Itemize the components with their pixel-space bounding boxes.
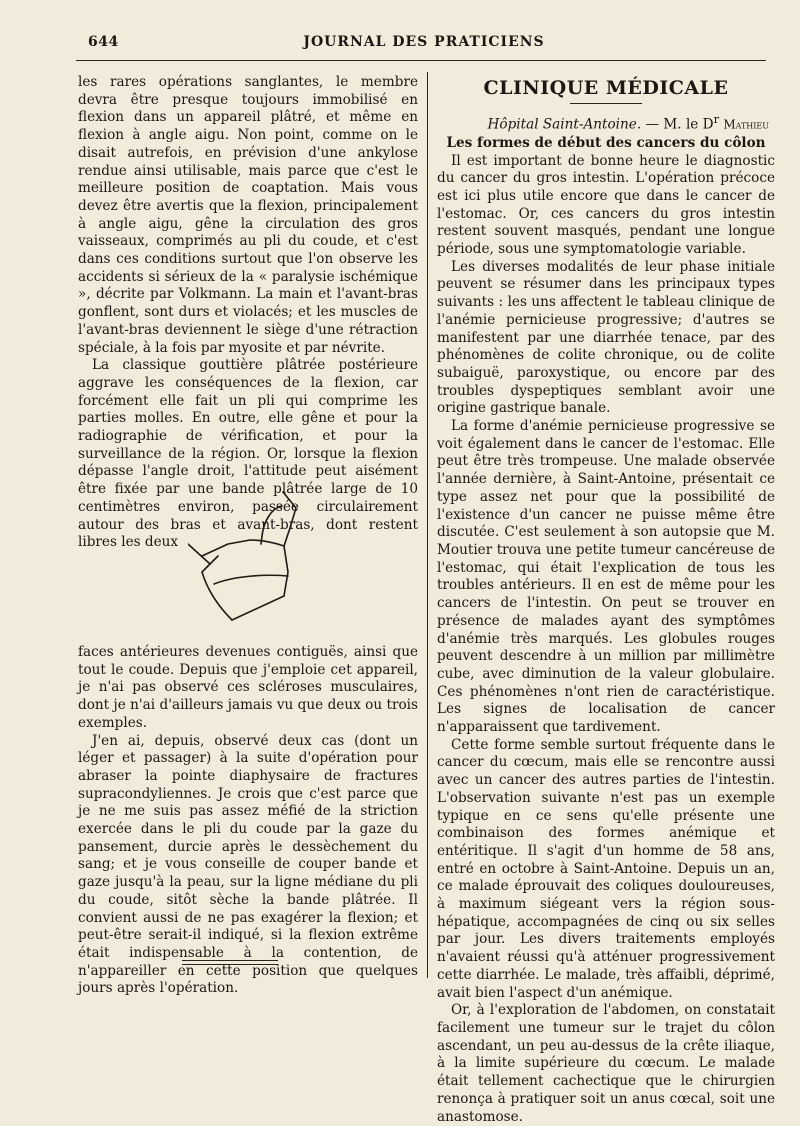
paragraph: faces antérieures devenues contiguës, ainsi que tout le coude. Depuis que j'emploie cet appareil, je n'ai pas observé ces scléroses musculaires, dont je n'ai d'ailleurs jamais vu que deux ou trois exemples. xyxy=(78,644,418,731)
left-column-bottom xyxy=(78,644,418,998)
byline-author: Mathieu xyxy=(723,117,769,132)
column-divider xyxy=(427,72,428,978)
article-title: Les formes de début des cancers du côlon xyxy=(446,134,766,151)
section-title: CLINIQUE MÉDICALE xyxy=(483,77,729,99)
paragraph: La classique gouttière plâtrée postérieure aggrave les conséquences de la flexion, car forcément elle fait un pli qui comprime les parties molles. En outre, elle gêne et pour la radiographie de vérification, et pour la surveillance de la région. Or, lorsque la flexion dépasse l'angle droit, l'attitude peut aisément être fixée par une bande plâtrée large de 10 centimètres environ, passée circulairement autour des bras et avant-bras, dont restent libres les deux xyxy=(78,357,418,551)
page-header xyxy=(82,34,766,54)
paragraph: les rares opérations sanglantes, le membre devra être presque toujours immobilisé en flexion dans un appareil plâtré, et même en flexion à angle aigu. Non point, comme on le disait autrefois, en prévision d'une ankylose rendue ainsi utilisable, mais parce que c'est le meilleure position de coaptation. Mais vous devez être avertis que la flexion, principalement à angle aigu, gêne la circulation des gros vaisseaux, comprimés au pli du coude, et c'est dans ces conditions surtout que l'on observe les accidents si sérieux de la « paralysie ischémique », décrite par Volkmann. La main et l'avant-bras gonflent, sont durs et violacés; et les muscles de l'avant-bras deviennent le siège d'une rétraction spéciale, à la fois par myosite et par névrite. xyxy=(78,74,418,356)
paragraph: J'en ai, depuis, observé deux cas (dont un léger et passager) à la suite d'opération pour abraser la pointe diaphysaire de fractures supracondyliennes. Je crois que c'est parce que je ne me suis pas assez méfié de la striction exercée dans le pli du coude par la gaze du pansement, durcie après le dessèchement du sang; et je vous conseille de couper bande et gaze jusqu'à la peau, sur la ligne médiane du pli du coude, sitôt sèche la bande plâtrée. Il convient aussi de ne pas exagérer la flexion; et peut-être serait-il indiqué, si la flexion extrême était indispensable à la contention, de n'appareiller en cette position que quelques jours après l'opération. xyxy=(78,732,418,997)
journal-title: JOURNAL DES PRATICIENS xyxy=(303,34,545,50)
byline-sup: r xyxy=(713,112,719,126)
page-number: 644 xyxy=(88,34,119,50)
paragraph: Or, à l'exploration de l'abdomen, on constatait facilement une tumeur sur le trajet du côlon ascendant, un peu au-dessus de la crête iliaque, à la limite supérieure du cœcum. Le malade était tellement cachectique que le chirurgien renonça à pratiquer soit un anus cœcal, soit une anastomose. xyxy=(437,1002,775,1125)
end-rule-bottom xyxy=(182,964,278,965)
byline-hospital: Hôpital Saint-Antoine. xyxy=(487,116,642,133)
paragraph: Il est important de bonne heure le diagnostic du cancer du gros intestin. L'opération précoce est ici plus utile encore que dans le cancer de l'estomac. Or, ces cancers du gros intestin restent souvent masqués, pendant une longue période, sous une symptomatologie variable. xyxy=(437,152,775,258)
end-rule-top xyxy=(182,960,278,961)
header-rule xyxy=(76,60,766,61)
paragraph: La forme d'anémie pernicieuse progressive se voit également dans le cancer de l'estomac. Elle peut être très trompeuse. Une malade observée l'année dernière, à Saint-Antoine, présentait ce type assez net pour que la possibilité de l'existence d'un cancer ne puisse même être discutée. C'est seulement à son autopsie que M. Moutier trouva une petite tumeur cancéreuse de l'estomac, qui était l'explication de tous les troubles antérieurs. Il en est de même pour les cancers de l'intestin. On peut se trouver en présence de malades ayant des symptômes d'anémie très marqués. Les globules rouges peuvent descendre à un million par millimètre cube, avec diminution de la valeur globulaire. Ces phénomènes n'ont rien de caractéristique. Les signes de localisation de cancer n'apparaissent que tardivement. xyxy=(437,418,775,736)
byline-dash: — M. le D xyxy=(641,116,714,133)
section-rule xyxy=(570,103,642,104)
left-column-top xyxy=(78,74,418,552)
paragraph: Les diverses modalités de leur phase initiale peuvent se résumer dans les principaux types suivants : les uns affectent le tableau clinique de l'anémie pernicieuse progressive; d'autres se manifestent par une diarrhée tenace, par des phénomènes de colite chronique, ou de colite subaiguë, paroxystique, ou encore par des troubles dyspeptiques semblant avoir une origine gastrique banale. xyxy=(437,258,775,417)
plaster-bandage-figure xyxy=(188,484,318,630)
byline xyxy=(437,111,775,134)
right-column xyxy=(437,74,775,1126)
paragraph: Cette forme semble surtout fréquente dans le cancer du cœcum, mais elle se rencontre aussi avec un cancer des autres parties de l'intestin. L'observation suivante n'est pas un exemple typique en ce sens qu'elle présente une combinaison des formes anémique et entéritique. Il s'agit d'un homme de 58 ans, entré en octobre à Saint-Antoine. Depuis un an, ce malade éprouvait des coliques douloureuses, à maximum siégeant vers la région sous-hépatique, accompagnées de cinq ou six selles par jour. Les divers traitements employés n'avaient réussi qu'à atténuer progressivement cette diarrhée. Le malade, très affaibli, déprimé, avait bien l'aspect d'un anémique. xyxy=(437,736,775,1001)
